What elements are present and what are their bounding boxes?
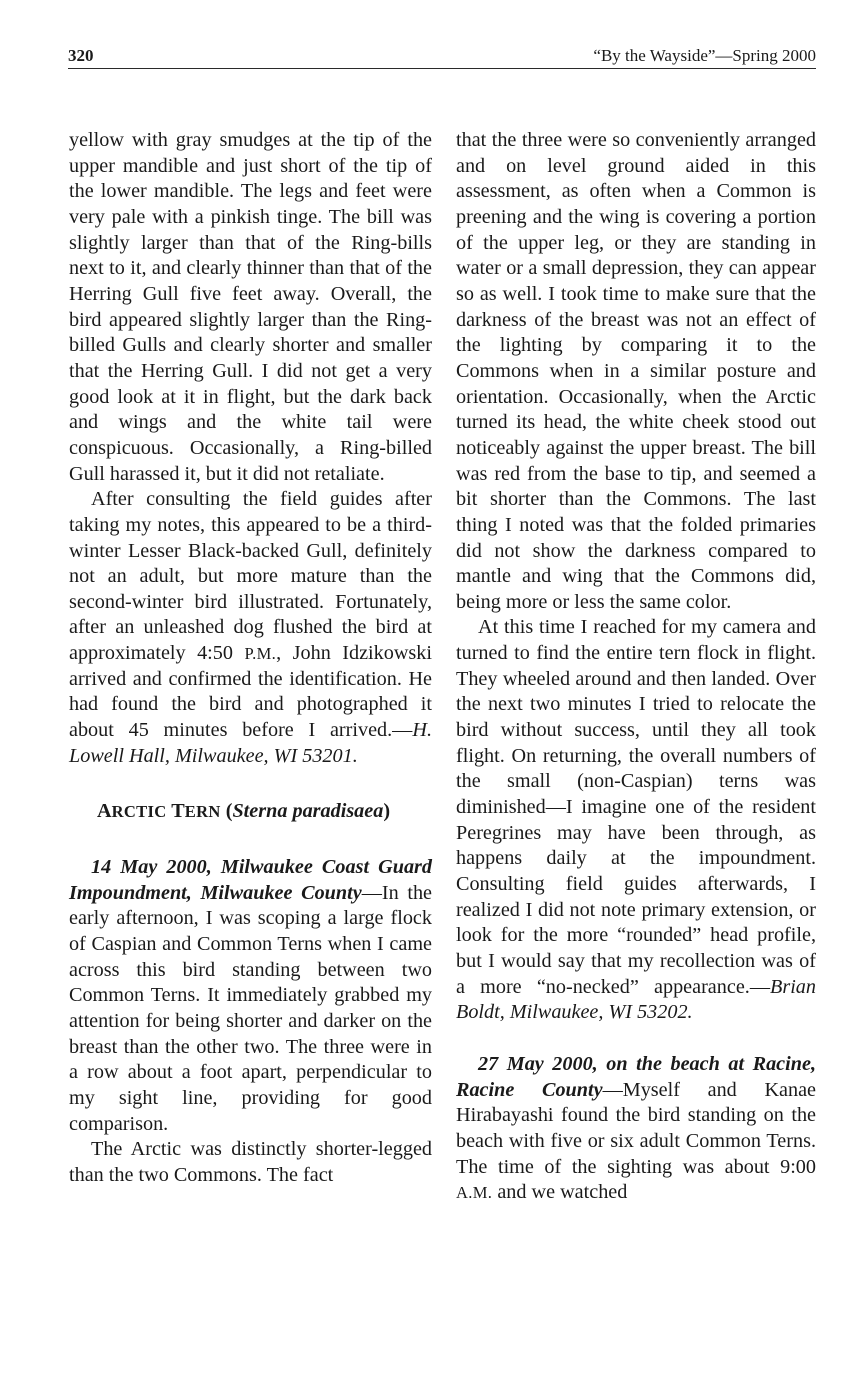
page-header bbox=[68, 42, 816, 69]
heading-text: A bbox=[97, 800, 112, 823]
left-column bbox=[69, 128, 432, 1189]
heading-text: RCTIC bbox=[111, 802, 167, 822]
paragraph-text: —Myself and Kanae Hirabayashi found the bird standing on the beach with five or six adult Common Terns. The time of the sighting was about 9:00 bbox=[456, 1078, 816, 1178]
paragraph-text: , John Idzikowski arrived and confirmed the identification. He had found the bird and photographed it about 45 minutes before I arrived.— bbox=[69, 642, 432, 742]
paragraph-tern-assessment: that the three were so conveniently arranged and on level ground aided in this assessment, as often when a Common is preening and the wing is covering a portion of the upper leg, or they are standing in water or a small depression, they can appear so as well. I took time to make sure that the darkness of the breast was not an effect of the lighting by comparing it to the Commons when in a similar posture and orientation. Occasionally, when the Arctic turned its head, the white cheek stood out noticeably against the upper breast. The bill was red from the base to tip, and seemed a bit shorter than the Commons. The last thing I noted was that the folded primaries did not show the darkness compared to mantle and wing that the Commons did, being more or less the same color. bbox=[456, 129, 816, 613]
heading-text: ERN bbox=[184, 802, 221, 822]
observer-signature: Brian Boldt, Milwaukee, WI 53202. bbox=[456, 975, 816, 1024]
paragraph-text: and we watched bbox=[492, 1181, 628, 1204]
paragraph-tern-flight bbox=[456, 615, 816, 1026]
paragraph-gull-identification bbox=[69, 487, 432, 769]
time-unit: A.M. bbox=[456, 1183, 493, 1203]
report-dateline: 27 May 2000, on the beach at Racine, Racine County bbox=[456, 1052, 816, 1101]
section-spacer bbox=[69, 769, 432, 799]
paragraph-text: At this time I reached for my camera and turned to find the entire tern flock in flight. They wheeled around and then landed. Over the next two minutes I tried to relocate the bird without success, until they all took flight. On returning, the overall numbers of the small (non-Caspian) terns was diminished—I imagine one of the resident Peregrines may have been through, as happens daily at the impoundment. Consulting field guides afterwards, I realized I did not note primary extension, or look for the more “rounded” head profile, but I would say that my recollection was of a more “no-necked” appearance.— bbox=[456, 616, 816, 998]
latin-name: Sterna paradisaea bbox=[232, 800, 384, 823]
page-number: 320 bbox=[68, 46, 94, 65]
section-heading-arctic-tern bbox=[69, 799, 432, 825]
paragraph-gull-description: yellow with gray smudges at the tip of the upper mandible and just short of the tip of the lower mandible. The legs and feet were very pale with a pinkish tinge. The bill was slightly larger than that of the Ring-bills next to it, and clearly thinner than that of the Herring Gull five feet away. Overall, the bird appeared slightly larger than the Ring-billed Gulls and clearly shorter and smaller that the Herring Gull. I did not get a very good look at it in flight, but the dark back and wings and the white tail were conspicuous. Occasionally, a Ring-billed Gull harassed it, but it did not retaliate. bbox=[69, 129, 432, 485]
section-spacer bbox=[69, 825, 432, 855]
paragraph-racine-report bbox=[456, 1052, 816, 1206]
running-head: “By the Wayside”—Spring 2000 bbox=[593, 46, 816, 65]
heading-text: ( bbox=[220, 800, 233, 823]
right-column bbox=[456, 128, 816, 1206]
paragraph-text: After consulting the field guides after taking my notes, this appeared to be a third-winter Lesser Black-backed Gull, definitely not an adult, but more mature than the second-winter bird illustrated. Fortunately, after an unleashed dog flushed the bird at approximately 4:50 bbox=[69, 488, 432, 665]
paragraph-leg-comparison: The Arctic was distinctly shorter-legged than the two Commons. The fact bbox=[69, 1138, 432, 1186]
heading-text: T bbox=[171, 800, 185, 823]
section-spacer bbox=[456, 1026, 816, 1052]
paragraph-arctic-tern-report bbox=[69, 855, 432, 1137]
paragraph-text: —In the early afternoon, I was scoping a large flock of Caspian and Common Terns when I came across this bird standing between two Common Terns. It immediately grabbed my attention for being shorter and darker on the breast than the other two. The three were in a row about a foot apart, perpendicular to my sight line, providing for good comparison. bbox=[69, 881, 432, 1135]
report-dateline: 14 May 2000, Milwaukee Coast Guard Impoundment, Milwaukee County bbox=[69, 856, 432, 904]
heading-text: ) bbox=[383, 800, 391, 823]
observer-signature: H. Lowell Hall, Milwaukee, WI 53201. bbox=[69, 719, 432, 767]
time-unit: P.M. bbox=[244, 644, 277, 664]
